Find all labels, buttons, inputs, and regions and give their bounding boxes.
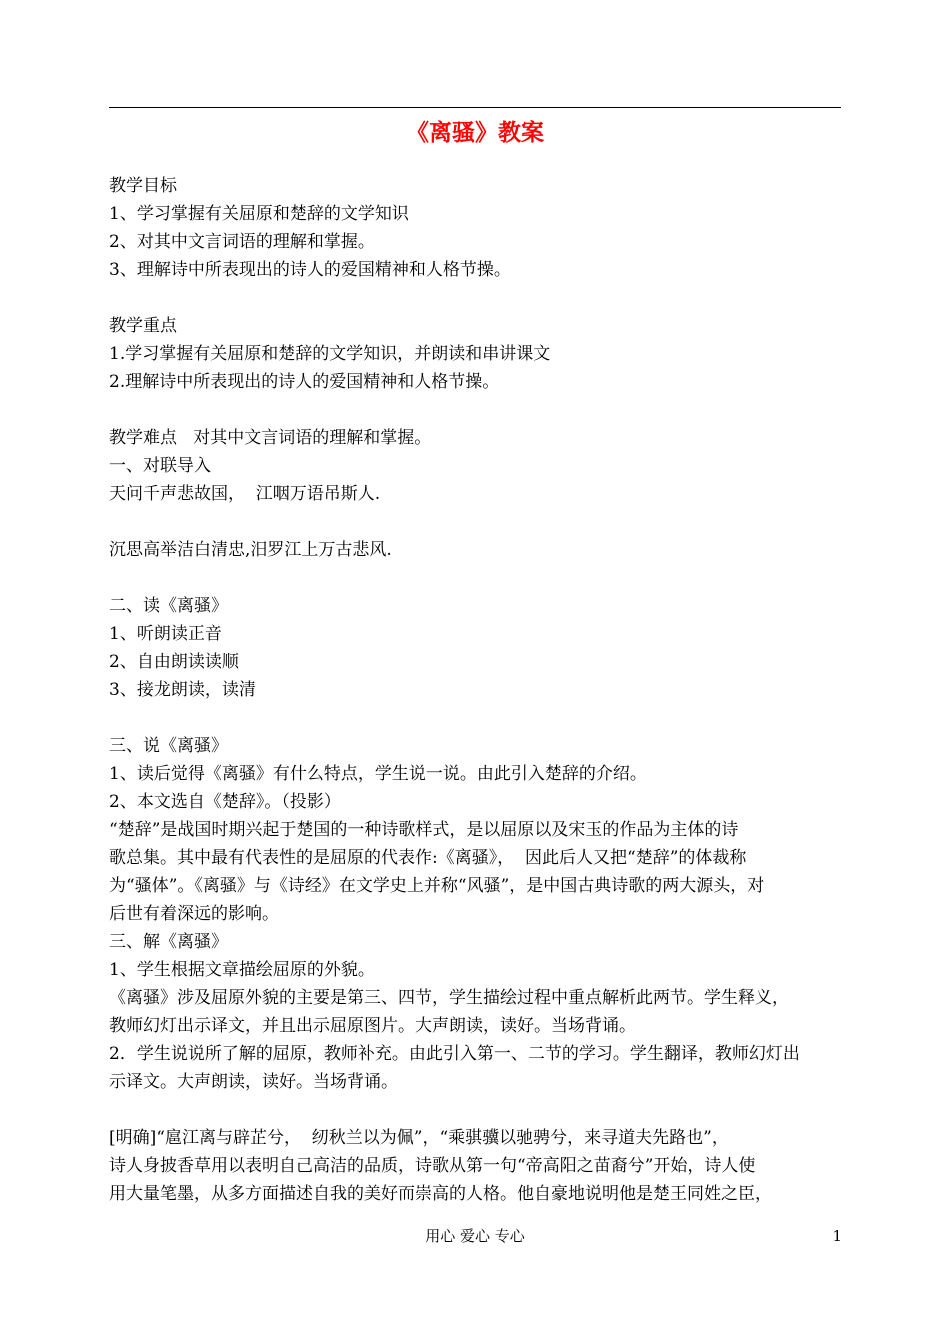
text-line: 二、读《离骚》 bbox=[109, 596, 228, 616]
document-title: 《离骚》教案 bbox=[406, 120, 544, 146]
text-line: 1、学生根据文章描绘屈原的外貌。 bbox=[109, 960, 375, 980]
text-line: 示译文。大声朗读，读好。当场背诵。 bbox=[109, 1072, 398, 1092]
text-line: 一、对联导入 bbox=[109, 456, 211, 476]
text-line: 歌总集。其中最有代表性的是屈原的代表作:《离骚》， 因此后人又把“楚辞”的体裁称 bbox=[109, 848, 747, 868]
text-line: 2．学生说说所了解的屈原，教师补充。由此引入第一、二节的学习。学生翻译，教师幻灯出 bbox=[109, 1044, 800, 1064]
text-line: 为“骚体”。《离骚》与《诗经》在文学史上并称“风骚”，是中国古典诗歌的两大源头，对 bbox=[109, 876, 765, 896]
blank-line bbox=[109, 564, 844, 592]
text-line: 后世有着深远的影响。 bbox=[109, 904, 279, 924]
text-line: 沉思高举洁白清忠,汨罗江上万古悲风. bbox=[109, 540, 392, 560]
blank-line bbox=[109, 508, 844, 536]
text-line: 三、说《离骚》 bbox=[109, 736, 228, 756]
text-line: 2、对其中文言词语的理解和掌握。 bbox=[109, 232, 375, 252]
blank-line bbox=[109, 396, 844, 424]
text-line: 1、听朗读正音 bbox=[109, 624, 222, 644]
blank-line bbox=[109, 1096, 844, 1124]
text-line: 天问千声悲故国， 江咽万语吊斯人. bbox=[109, 484, 381, 504]
text-line: 2.理解诗中所表现出的诗人的爱国精神和人格节操。 bbox=[109, 372, 500, 392]
text-line: 1、学习掌握有关屈原和楚辞的文学知识 bbox=[109, 204, 409, 224]
text-line: 《离骚》涉及屈原外貌的主要是第三、四节，学生描绘过程中重点解析此两节。学生释义， bbox=[109, 988, 789, 1008]
header-rule bbox=[109, 107, 841, 108]
document-body bbox=[109, 172, 844, 1208]
text-line: 3、理解诗中所表现出的诗人的爱国精神和人格节操。 bbox=[109, 260, 511, 280]
text-line: [明确]“扈江离与辟芷兮， 纫秋兰以为佩”，“乘骐骥以驰骋兮，来寻道夫先路也”， bbox=[109, 1128, 729, 1148]
text-line: 教学目标 bbox=[109, 176, 177, 196]
page-number: 1 bbox=[832, 1227, 842, 1245]
blank-line bbox=[109, 284, 844, 312]
text-line: 1、读后觉得《离骚》有什么特点，学生说一说。由此引入楚辞的介绍。 bbox=[109, 764, 647, 784]
text-line: 1.学习掌握有关屈原和楚辞的文学知识，并朗读和串讲课文 bbox=[109, 344, 551, 364]
text-line: 2、自由朗读读顺 bbox=[109, 652, 239, 672]
text-line: 3、接龙朗读，读清 bbox=[109, 680, 256, 700]
text-line: 教师幻灯出示译文，并且出示屈原图片。大声朗读，读好。当场背诵。 bbox=[109, 1016, 636, 1036]
text-line: 三、解《离骚》 bbox=[109, 932, 228, 952]
blank-line bbox=[109, 704, 844, 732]
text-line: 教学重点 bbox=[109, 316, 177, 336]
text-line: 2、本文选自《楚辞》。（投影） bbox=[109, 792, 341, 812]
text-line: 诗人身披香草用以表明自己高洁的品质，诗歌从第一句“帝高阳之苗裔兮”开始，诗人使 bbox=[109, 1156, 756, 1176]
text-line: 用大量笔墨，从多方面描述自我的美好而崇高的人格。他自豪地说明他是楚王同姓之臣， bbox=[109, 1184, 772, 1204]
text-line: 教学难点 对其中文言词语的理解和掌握。 bbox=[109, 428, 432, 448]
footer-text: 用心 爱心 专心 bbox=[425, 1227, 525, 1245]
text-line: “楚辞”是战国时期兴起于楚国的一种诗歌样式，是以屈原以及宋玉的作品为主体的诗 bbox=[109, 820, 739, 840]
